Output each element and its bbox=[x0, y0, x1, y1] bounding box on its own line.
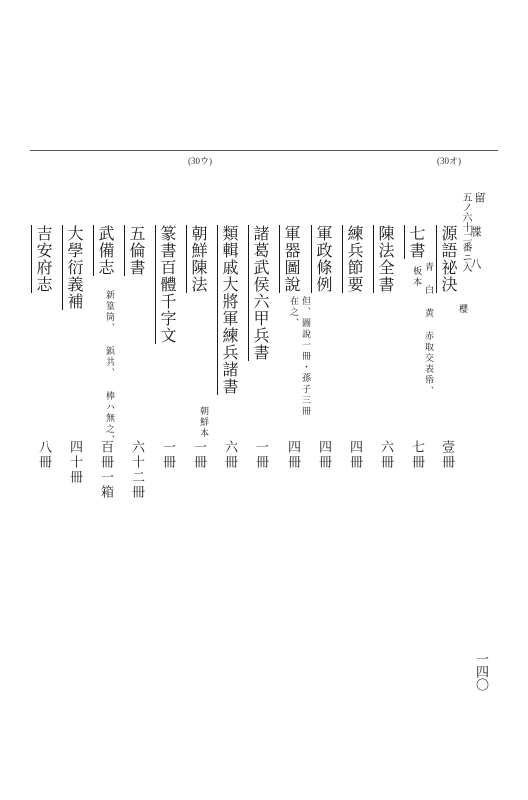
entry-title-10: 篆書百體千字文 bbox=[158, 225, 177, 344]
item-heading: 五ノ六十二番ニ入 bbox=[460, 192, 471, 272]
entry-title-3: 陳法全書 bbox=[376, 225, 395, 293]
entry-title-11: 五倫書 bbox=[127, 225, 146, 276]
entry-title-4: 練兵節要 bbox=[345, 225, 364, 293]
entry-note-2b: 板本 bbox=[411, 266, 421, 288]
header-rule bbox=[30, 150, 498, 151]
entry-title-5: 軍政條例 bbox=[314, 225, 333, 293]
entry-title-8: 類輯戚大將軍練兵諸書 bbox=[220, 225, 239, 395]
entry-count-14: 八冊 bbox=[36, 440, 51, 470]
entry-title-9: 朝鮮陳法 bbox=[189, 225, 208, 293]
header-label-a: 留 bbox=[473, 192, 486, 207]
entry-count-3: 六冊 bbox=[378, 440, 393, 470]
entry-title-1: 源語祕決 bbox=[439, 225, 458, 293]
page-number: 一四〇 bbox=[473, 652, 488, 691]
entry-note-9: 朝鮮本 bbox=[198, 406, 208, 439]
entry-count-13: 四十冊 bbox=[67, 440, 82, 485]
folio-left: (30ウ) bbox=[188, 156, 212, 166]
header-label-b: 牒 八 bbox=[469, 226, 482, 273]
entry-note-6b: 在之、 bbox=[288, 296, 298, 329]
entry-count-10: 一冊 bbox=[160, 440, 175, 470]
entry-note-6a: 但、圖說一冊・孫子三冊 bbox=[300, 296, 310, 417]
entry-title-14: 吉安府志 bbox=[34, 225, 53, 293]
entry-count-11: 六十二冊 bbox=[129, 440, 144, 500]
entry-count-5: 四冊 bbox=[316, 440, 331, 470]
entry-title-6: 軍器圖說 bbox=[282, 225, 301, 293]
entry-title-7: 諸葛武侯六甲兵書 bbox=[251, 225, 270, 361]
entry-note-12: 新篁筒、 鋲共、 棒ハ無之、 bbox=[104, 290, 114, 446]
entry-count-8: 六冊 bbox=[222, 440, 237, 470]
entry-count-2: 七冊 bbox=[409, 440, 424, 470]
entry-count-4: 四冊 bbox=[347, 440, 362, 470]
entry-count-9: 一冊 bbox=[191, 440, 206, 470]
entry-count-6: 四冊 bbox=[285, 440, 300, 470]
entry-note-2a: 青 白 黄 赤取交表帋、 bbox=[423, 262, 433, 397]
entry-count-12: 百冊一箱 bbox=[98, 440, 113, 500]
entry-title-13: 大學衍義補 bbox=[65, 225, 84, 310]
entry-title-12: 武備志 bbox=[96, 225, 115, 276]
entry-mark-1: 櫻 bbox=[457, 304, 467, 313]
folio-right: (30オ) bbox=[437, 156, 461, 166]
entry-title-2: 七書 bbox=[407, 225, 426, 259]
entry-count-1: 壹冊 bbox=[439, 440, 454, 470]
entry-count-7: 一冊 bbox=[253, 440, 268, 470]
